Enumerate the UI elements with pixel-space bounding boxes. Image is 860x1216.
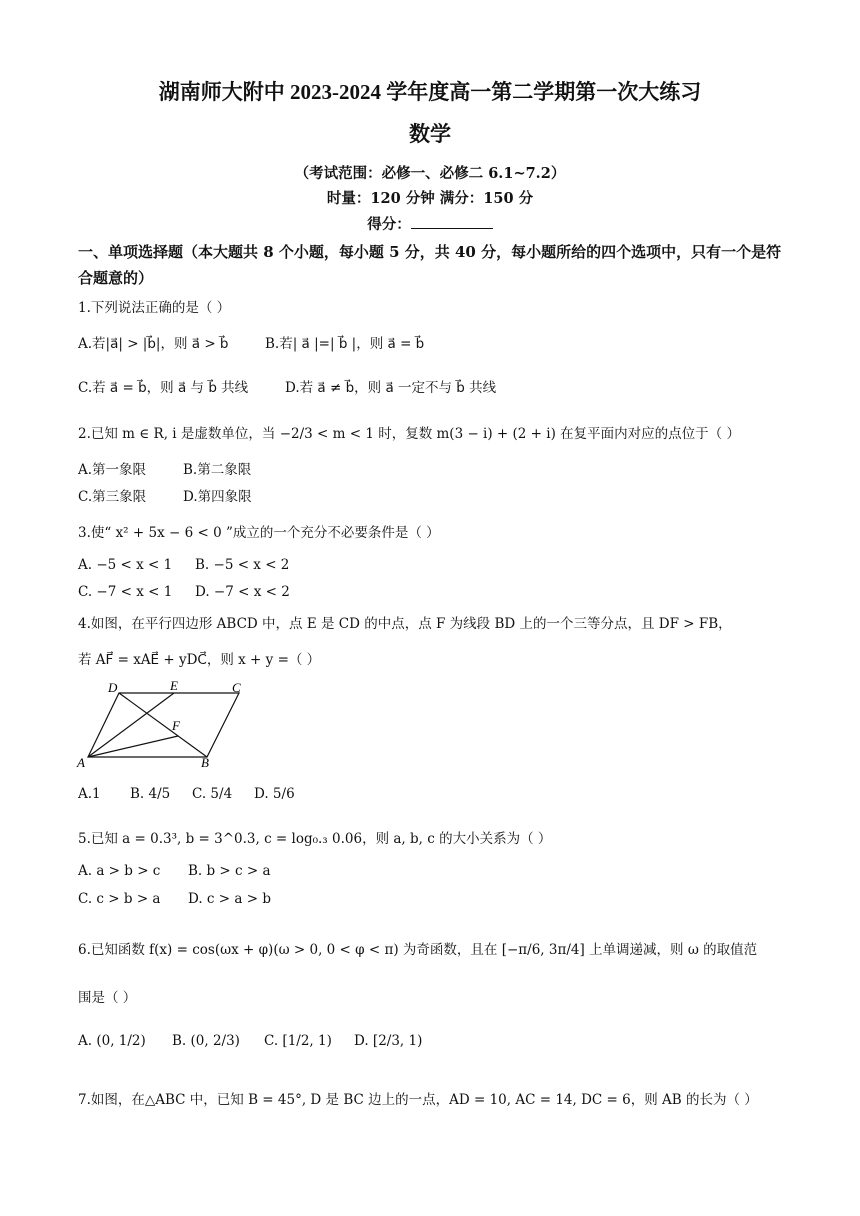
q3-stem: 3.使“ x² + 5x − 6 < 0 ”成立的一个充分不必要条件是（ ） bbox=[78, 525, 440, 541]
q1-option-c[interactable]: C.若 a⃗ = b⃗，则 a⃗ 与 b⃗ 共线 bbox=[78, 380, 249, 396]
q6-option-b[interactable]: B. (0, 2/3) bbox=[172, 1033, 240, 1049]
q3-option-c[interactable]: C. −7 < x < 1 bbox=[78, 584, 173, 600]
q4-option-b[interactable]: B. 4/5 bbox=[130, 786, 171, 802]
q3-option-d[interactable]: D. −7 < x < 2 bbox=[195, 584, 290, 600]
exam-time-score: 时量：120 分钟 满分：150 分 bbox=[326, 190, 534, 207]
q6-option-d[interactable]: D. [2/3, 1) bbox=[354, 1033, 423, 1049]
exam-title: 湖南师大附中 2023-2024 学年度高一第二学期第一次大练习 bbox=[158, 80, 702, 104]
q1-option-d[interactable]: D.若 a⃗ ≠ b⃗，则 a⃗ 一定不与 b⃗ 共线 bbox=[285, 380, 497, 396]
score-blank[interactable] bbox=[411, 214, 493, 229]
q3-option-a[interactable]: A. −5 < x < 1 bbox=[78, 557, 173, 573]
q5-option-c[interactable]: C. c > b > a bbox=[78, 891, 161, 907]
q7-stem: 7.如图，在△ABC 中，已知 B = 45°, D 是 BC 边上的一点，AD = 10, AC = 14, DC = 6，则 AB 的长为（ ） bbox=[78, 1092, 758, 1108]
fig-label-b: B bbox=[201, 755, 209, 770]
q6-option-a[interactable]: A. (0, 1/2) bbox=[78, 1033, 146, 1049]
fig-label-e: E bbox=[170, 678, 178, 693]
q3-option-b[interactable]: B. −5 < x < 2 bbox=[195, 557, 290, 573]
q4-stem-line2: 若 AF⃗ = xAE⃗ + yDC⃗，则 x + y =（ ） bbox=[78, 652, 321, 668]
q1-option-a[interactable]: A.若|a⃗| > |b⃗|，则 a⃗ > b⃗ bbox=[78, 336, 229, 352]
q5-stem: 5.已知 a = 0.3³, b = 3^0.3, c = log₀.₃ 0.06，则 a, b, c 的大小关系为（ ） bbox=[78, 831, 552, 847]
q6-stem-line2: 围是（ ） bbox=[78, 990, 137, 1006]
q5-option-a[interactable]: A. a > b > c bbox=[78, 863, 161, 879]
q6-option-c[interactable]: C. [1/2, 1) bbox=[264, 1033, 332, 1049]
parallelogram-figure bbox=[74, 678, 254, 770]
q4-option-d[interactable]: D. 5/6 bbox=[254, 786, 295, 802]
q2-option-b[interactable]: B.第二象限 bbox=[183, 462, 252, 478]
q4-option-a[interactable]: A.1 bbox=[78, 786, 101, 802]
exam-scope: （考试范围：必修一、必修二 6.1~7.2） bbox=[294, 165, 566, 182]
section-heading: 一、单项选择题（本大题共 8 个小题，每小题 5 分，共 40 分，每小题所给的四个选项中，只有一个是符合题意的） bbox=[78, 243, 782, 287]
fig-label-a: A bbox=[77, 755, 85, 770]
q2-option-d[interactable]: D.第四象限 bbox=[183, 489, 252, 505]
q5-option-d[interactable]: D. c > a > b bbox=[188, 891, 271, 907]
fig-label-c: C bbox=[232, 680, 241, 695]
q2-stem: 2.已知 m ∈ R, i 是虚数单位，当 −2/3 < m < 1 时，复数 m(3 − i) + (2 + i) 在复平面内对应的点位于（ ） bbox=[78, 426, 740, 442]
q1-option-b[interactable]: B.若| a⃗ |=| b⃗ |，则 a⃗ = b⃗ bbox=[265, 336, 425, 352]
subject-title: 数学 bbox=[409, 122, 451, 146]
score-line bbox=[0, 213, 860, 234]
fig-label-d: D bbox=[108, 680, 118, 695]
q2-option-a[interactable]: A.第一象限 bbox=[78, 462, 147, 478]
score-label: 得分： bbox=[367, 216, 411, 233]
q5-option-b[interactable]: B. b > c > a bbox=[188, 863, 271, 879]
q1-stem: 1.下列说法正确的是（ ） bbox=[78, 300, 231, 316]
q4-stem-line1: 4.如图，在平行四边形 ABCD 中，点 E 是 CD 的中点，点 F 为线段 BD 上的一个三等分点，且 DF > FB， bbox=[78, 616, 732, 632]
q2-option-c[interactable]: C.第三象限 bbox=[78, 489, 147, 505]
q4-option-c[interactable]: C. 5/4 bbox=[192, 786, 233, 802]
fig-label-f: F bbox=[172, 718, 180, 733]
q6-stem-line1: 6.已知函数 f(x) = cos(ωx + φ)(ω > 0, 0 < φ < π) 为奇函数，且在 [−π/6, 3π/4] 上单调递减，则 ω 的取值范 bbox=[78, 942, 758, 958]
diagonal-bd bbox=[119, 693, 207, 757]
